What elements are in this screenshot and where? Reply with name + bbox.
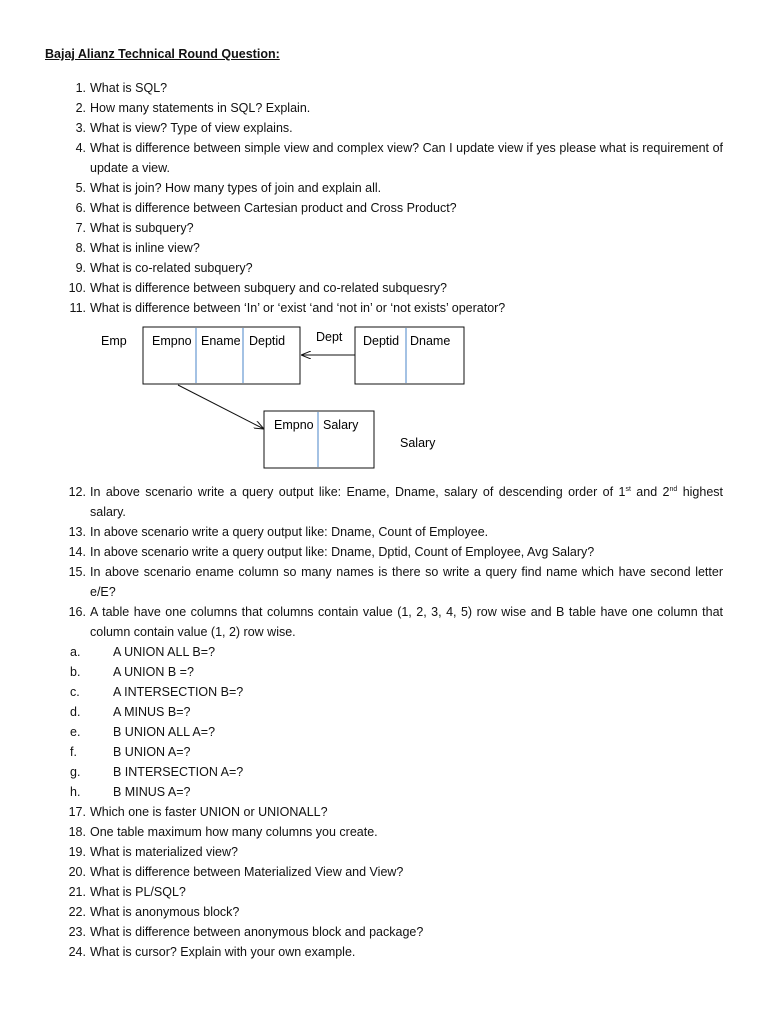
item-text: What is join? How many types of join and explain all. xyxy=(90,181,382,195)
item-number: 3. xyxy=(75,121,86,135)
item-number: a. xyxy=(70,645,81,659)
item-number: 5. xyxy=(75,181,86,195)
list-item xyxy=(0,862,768,882)
item-number: 23. xyxy=(68,925,86,939)
item-number: 7. xyxy=(75,221,86,235)
sub-list-item xyxy=(0,722,768,742)
item-text: A MINUS B=? xyxy=(113,705,191,719)
item-text: Which one is faster UNION or UNIONALL? xyxy=(90,805,328,819)
emp-col-empno: Empno xyxy=(152,334,192,348)
item-number: c. xyxy=(70,685,80,699)
item-text: What is subquery? xyxy=(90,221,194,235)
salary-label: Salary xyxy=(400,436,436,450)
sub-list-item xyxy=(0,742,768,762)
item-text: In above scenario write a query output like: Dname, Count of Employee. xyxy=(90,525,489,539)
item-number: d. xyxy=(70,705,81,719)
list-item xyxy=(0,882,768,902)
item-number: 10. xyxy=(68,281,86,295)
list-item xyxy=(0,78,768,98)
item-text: B UNION ALL A=? xyxy=(113,725,216,739)
list-item xyxy=(0,542,768,562)
item-text: How many statements in SQL? Explain. xyxy=(90,101,311,115)
item-text: B INTERSECTION A=? xyxy=(113,765,244,779)
item-number: 4. xyxy=(75,141,86,155)
emp-col-ename: Ename xyxy=(201,334,241,348)
item-number: 12. xyxy=(68,485,86,499)
sub-list-item xyxy=(0,762,768,782)
emp-to-salary-arrow xyxy=(178,385,264,429)
item-number: 20. xyxy=(68,865,86,879)
list-item xyxy=(0,822,768,842)
document-title: Bajaj Alianz Technical Round Question: xyxy=(45,47,280,61)
item-number: 15. xyxy=(68,565,86,579)
item-text: What is difference between Materialized View and View? xyxy=(90,865,404,879)
list-item xyxy=(0,98,768,118)
dept-label: Dept xyxy=(316,330,343,344)
dept-col-dname: Dname xyxy=(410,334,451,348)
item-text: B MINUS A=? xyxy=(113,785,191,799)
list-item xyxy=(0,198,768,218)
question-list-part-1 xyxy=(0,78,768,318)
item-number: 24. xyxy=(68,945,86,959)
item-text: In above scenario write a query output like: Ename, Dname, salary of descending order of 1st and 2nd highest salary. xyxy=(90,485,724,519)
list-item xyxy=(0,922,768,942)
list-item xyxy=(0,802,768,822)
list-item xyxy=(0,118,768,138)
sub-list-item xyxy=(0,782,768,802)
item-text: A UNION B =? xyxy=(113,665,194,679)
list-item xyxy=(0,258,768,278)
item-number: 14. xyxy=(68,545,86,559)
item-text: What is PL/SQL? xyxy=(90,885,186,899)
item-number: 17. xyxy=(68,805,86,819)
item-text: What is difference between subquery and co-related subquesry? xyxy=(90,281,447,295)
item-text: What is anonymous block? xyxy=(90,905,240,919)
item-text: B UNION A=? xyxy=(113,745,191,759)
question-list-part-2 xyxy=(0,482,768,962)
list-item xyxy=(0,218,768,238)
emp-label: Emp xyxy=(101,334,127,348)
item-text: What is difference between ‘In’ or ‘exist ‘and ‘not in’ or ‘not exists’ operator? xyxy=(90,301,506,315)
item-text: What is view? Type of view explains. xyxy=(90,121,293,135)
item-number: h. xyxy=(70,785,81,799)
item-number: 11. xyxy=(69,301,86,315)
sub-list-item xyxy=(0,702,768,722)
item-text: What is SQL? xyxy=(90,81,168,95)
sub-list-item xyxy=(0,662,768,682)
item-number: f. xyxy=(70,745,77,759)
item-number: 22. xyxy=(68,905,86,919)
list-item xyxy=(0,238,768,258)
list-item xyxy=(0,482,768,522)
item-number: 8. xyxy=(75,241,86,255)
item-number: 18. xyxy=(68,825,86,839)
item-number: 9. xyxy=(75,261,86,275)
list-item xyxy=(0,138,768,178)
item-number: 21. xyxy=(68,885,86,899)
list-item xyxy=(0,842,768,862)
item-number: 19. xyxy=(68,845,86,859)
item-text: What is difference between Cartesian product and Cross Product? xyxy=(90,201,457,215)
item-text: A INTERSECTION B=? xyxy=(113,685,244,699)
list-item xyxy=(0,902,768,922)
item-number: e. xyxy=(70,725,81,739)
emp-col-deptid: Deptid xyxy=(249,334,286,348)
item-text: A table have one columns that columns contain value (1, 2, 3, 4, 5) row wise and B table have one column that column contain value (1, 2) row wise. xyxy=(90,605,723,639)
sub-list-item xyxy=(0,642,768,662)
item-text: What is co-related subquery? xyxy=(90,261,253,275)
item-text: What is difference between simple view and complex view? Can I update view if yes please what is requirement of update a view. xyxy=(90,141,723,175)
item-text: What is inline view? xyxy=(90,241,200,255)
sub-list-item xyxy=(0,682,768,702)
item-text: In above scenario write a query output like: Dname, Dptid, Count of Employee, Avg Salary? xyxy=(90,545,595,559)
list-item xyxy=(0,942,768,962)
item-number: 16. xyxy=(68,605,86,619)
item-number: 6. xyxy=(75,201,86,215)
list-item xyxy=(0,278,768,298)
list-item xyxy=(0,298,768,318)
salary-col-salary: Salary xyxy=(323,418,359,432)
item-number: b. xyxy=(70,665,81,679)
list-item xyxy=(0,602,768,642)
item-text: A UNION ALL B=? xyxy=(113,645,216,659)
item-number: 13. xyxy=(68,525,86,539)
item-number: 1. xyxy=(75,81,86,95)
item-number: g. xyxy=(70,765,81,779)
list-item xyxy=(0,522,768,542)
item-text: What is materialized view? xyxy=(90,845,238,859)
item-text: What is cursor? Explain with your own example. xyxy=(90,945,356,959)
list-item xyxy=(0,178,768,198)
dept-col-deptid: Deptid xyxy=(363,334,400,348)
item-text: One table maximum how many columns you create. xyxy=(90,825,378,839)
item-text: What is difference between anonymous block and package? xyxy=(90,925,424,939)
list-item xyxy=(0,562,768,602)
salary-col-empno: Empno xyxy=(274,418,314,432)
table-relationship-diagram xyxy=(0,320,768,480)
item-text: In above scenario ename column so many names is there so write a query find name which have second letter e/E? xyxy=(90,565,723,599)
item-number: 2. xyxy=(75,101,86,115)
